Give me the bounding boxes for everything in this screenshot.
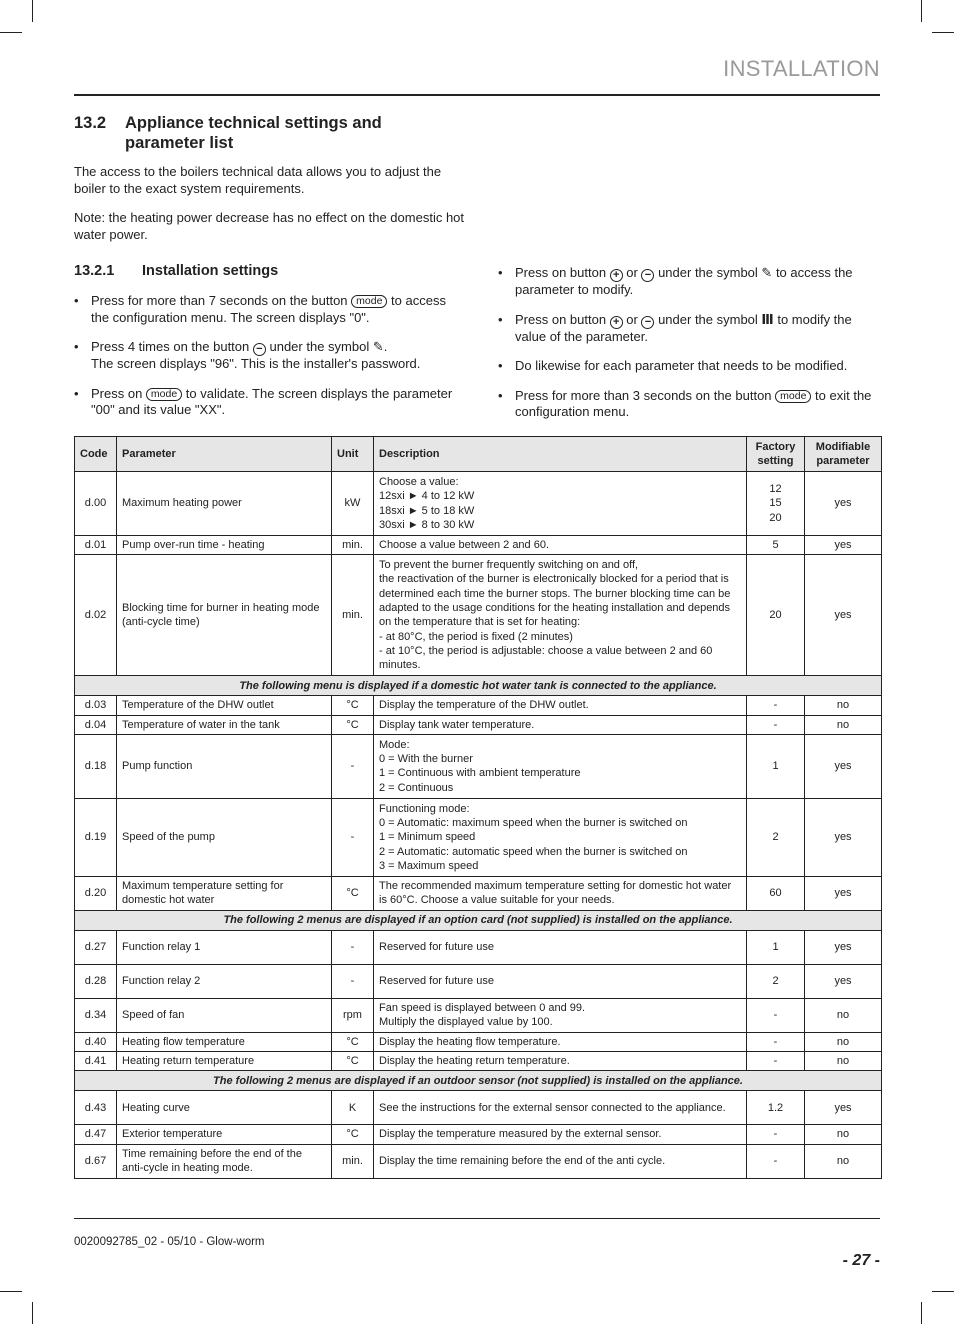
factory-value: - [773, 1128, 778, 1141]
cell-modifiable: yes [805, 1091, 882, 1125]
cell-code: d.04 [75, 715, 117, 734]
cell-factory-setting [747, 930, 805, 964]
description-line: Choose a value between 2 and 60. [379, 539, 550, 551]
cell-parameter: Pump over-run time - heating [117, 536, 332, 555]
cell-description [374, 876, 747, 910]
minus-button-icon: − [641, 316, 654, 329]
description-line: The recommended maximum temperature setting for domestic hot water is 60°C. Choose a value suitable for your needs. [379, 880, 732, 907]
crop-mark [32, 1302, 33, 1324]
cell-parameter: Exterior temperature [117, 1125, 332, 1144]
factory-value: 2 [772, 975, 779, 988]
list-item: • Press on button + or − under the symbol ✎ to access the parameter to modify. [498, 265, 881, 299]
cell-modifiable: no [805, 715, 882, 734]
cell-unit: °C [332, 876, 374, 910]
description-line: Fan speed is displayed between 0 and 99. [379, 1002, 586, 1015]
cell-description [374, 798, 747, 876]
cell-parameter: Blocking time for burner in heating mode (anti-cycle time) [117, 555, 332, 676]
table-row [75, 1125, 882, 1144]
table-row [75, 734, 882, 798]
description-line: See the instructions for the external sensor connected to the appliance. [379, 1101, 726, 1114]
header-unit: Unit [332, 437, 374, 472]
cell-unit: rpm [332, 998, 374, 1032]
cell-factory-setting [747, 734, 805, 798]
list-item: • Press for more than 7 seconds on the button mode to access the configuration menu. The screen displays "0". [74, 293, 454, 326]
cell-modifiable: no [805, 1125, 882, 1144]
cell-unit: °C [332, 1125, 374, 1144]
description-line: - at 80°C, the period is fixed (2 minutes) [379, 630, 573, 643]
description-line: To prevent the burner frequently switching on and off, [379, 559, 639, 572]
cell-factory-setting [747, 798, 805, 876]
steps-left-list [74, 293, 454, 432]
cell-unit: min. [332, 536, 374, 555]
document-reference: 0020092785_02 - 05/10 - Glow-worm [74, 1236, 265, 1248]
cell-factory-setting [747, 1125, 805, 1144]
factory-value: 12 [769, 483, 782, 496]
cell-description [374, 696, 747, 715]
cell-description [374, 930, 747, 964]
cell-factory-setting [747, 1144, 805, 1178]
cell-code: d.41 [75, 1052, 117, 1071]
cell-code: d.28 [75, 964, 117, 998]
description-line: 12sxi ► 4 to 12 kW [379, 490, 475, 503]
table-note-row [75, 910, 882, 930]
table-row [75, 876, 882, 910]
table-body [75, 472, 882, 1179]
description-line: Mode: [379, 738, 410, 751]
factory-value: 1 [772, 760, 779, 773]
cell-code: d.02 [75, 555, 117, 676]
cell-code: d.19 [75, 798, 117, 876]
wrench-icon: ✎ [761, 265, 773, 280]
description-line: 0 = Automatic: maximum speed when the burner is switched on [379, 816, 688, 829]
cell-unit: °C [332, 696, 374, 715]
description-line: Reserved for future use [379, 975, 494, 988]
cell-unit: min. [332, 555, 374, 676]
cell-parameter: Heating flow temperature [117, 1032, 332, 1051]
cell-description [374, 1144, 747, 1178]
cell-description [374, 1125, 747, 1144]
cell-factory-setting [747, 696, 805, 715]
description-line: 1 = Minimum speed [379, 831, 476, 844]
header-description: Description [374, 437, 747, 472]
cell-unit: - [332, 930, 374, 964]
crop-mark [0, 1291, 22, 1292]
cell-parameter: Speed of the pump [117, 798, 332, 876]
description-line: 30sxi ► 8 to 30 kW [379, 518, 475, 531]
mode-button-icon: mode [351, 295, 387, 308]
crop-mark [32, 0, 33, 22]
table-row [75, 555, 882, 676]
cell-code: d.20 [75, 876, 117, 910]
description-line: Display tank water temperature. [379, 718, 535, 731]
radiator-icon: Ⅲ [761, 311, 774, 327]
cell-factory-setting [747, 472, 805, 536]
description-line: 0 = With the burner [379, 753, 473, 766]
cell-parameter: Speed of fan [117, 998, 332, 1032]
cell-description [374, 1052, 747, 1071]
table-row [75, 1091, 882, 1125]
subsection-title: Installation settings [142, 263, 279, 279]
cell-description [374, 734, 747, 798]
cell-modifiable: no [805, 696, 882, 715]
cell-description [374, 555, 747, 676]
cell-description [374, 964, 747, 998]
factory-value: 15 [769, 497, 782, 510]
cell-factory-setting [747, 1091, 805, 1125]
table-header-row [75, 437, 882, 472]
factory-value: 60 [769, 887, 782, 900]
cell-description [374, 1032, 747, 1051]
cell-code: d.18 [75, 734, 117, 798]
factory-value: - [773, 718, 778, 731]
cell-parameter: Heating curve [117, 1091, 332, 1125]
crop-mark [921, 1302, 922, 1324]
cell-modifiable: yes [805, 876, 882, 910]
cell-unit: °C [332, 1032, 374, 1051]
cell-factory-setting [747, 555, 805, 676]
factory-value: 2 [772, 831, 779, 844]
cell-factory-setting [747, 715, 805, 734]
cell-modifiable: yes [805, 555, 882, 676]
cell-code: d.00 [75, 472, 117, 536]
cell-code: d.01 [75, 536, 117, 555]
cell-description [374, 1091, 747, 1125]
table-row [75, 715, 882, 734]
section-number: 13.2 [74, 114, 107, 132]
cell-parameter: Function relay 1 [117, 930, 332, 964]
list-item: • Press 4 times on the button − under the symbol ✎. The screen displays "96". This is the installer's password. [74, 339, 454, 373]
mode-button-icon: mode [775, 390, 811, 403]
factory-value: - [773, 699, 778, 712]
cell-parameter: Time remaining before the end of the anti-cycle in heating mode. [117, 1144, 332, 1178]
section-title: Appliance technical settings and parameter list [125, 114, 382, 152]
cell-modifiable: yes [805, 472, 882, 536]
table-note: The following 2 menus are displayed if an option card (not supplied) is installed on the appliance. [75, 910, 882, 930]
cell-factory-setting [747, 998, 805, 1032]
intro-paragraph: The access to the boilers technical data allows you to adjust the boiler to the exact system requirements. [74, 164, 442, 196]
cell-parameter: Temperature of the DHW outlet [117, 696, 332, 715]
header-code: Code [75, 437, 117, 472]
cell-modifiable: no [805, 1144, 882, 1178]
crop-mark [932, 32, 954, 33]
description-line: Display the time remaining before the end of the anti cycle. [379, 1155, 666, 1168]
cell-parameter: Temperature of water in the tank [117, 715, 332, 734]
factory-value: - [773, 1009, 778, 1022]
crop-mark [932, 1291, 954, 1292]
note-paragraph: Note: the heating power decrease has no effect on the domestic hot water power. [74, 210, 465, 242]
header-factory-setting: Factory setting [747, 437, 805, 472]
minus-button-icon: − [641, 269, 654, 282]
cell-unit: - [332, 798, 374, 876]
cell-factory-setting [747, 536, 805, 555]
description-line: 2 = Continuous [379, 781, 454, 794]
factory-value: 20 [769, 609, 782, 622]
crop-mark [921, 0, 922, 22]
cell-modifiable: yes [805, 930, 882, 964]
table-row [75, 1032, 882, 1051]
parameter-table [74, 436, 882, 1179]
description-line: Display the heating return temperature. [379, 1055, 570, 1068]
factory-value: 1 [772, 941, 779, 954]
cell-code: d.43 [75, 1091, 117, 1125]
minus-button-icon: − [253, 343, 266, 356]
list-item: • Press on mode to validate. The screen displays the parameter "00" and its value "XX". [74, 386, 454, 419]
description-line: Display the heating flow temperature. [379, 1035, 561, 1048]
cell-modifiable: no [805, 1052, 882, 1071]
cell-unit: °C [332, 715, 374, 734]
header-modifiable: Modifiable parameter [805, 437, 882, 472]
cell-modifiable: yes [805, 536, 882, 555]
cell-parameter: Pump function [117, 734, 332, 798]
description-line: Display the temperature measured by the external sensor. [379, 1128, 662, 1141]
cell-parameter: Maximum heating power [117, 472, 332, 536]
cell-description [374, 998, 747, 1032]
cell-modifiable: no [805, 1032, 882, 1051]
cell-description [374, 472, 747, 536]
page-section-title: INSTALLATION [723, 56, 880, 81]
table-row [75, 798, 882, 876]
cell-parameter: Function relay 2 [117, 964, 332, 998]
subsection-number: 13.2.1 [74, 263, 115, 279]
description-line: - at 10°C, the period is adjustable: choose a value between 2 and 60 minutes. [379, 644, 713, 672]
table-row [75, 998, 882, 1032]
cell-unit: K [332, 1091, 374, 1125]
footer-divider [74, 1218, 880, 1219]
table-row [75, 930, 882, 964]
table-row [75, 472, 882, 536]
description-line: 3 = Maximum speed [379, 859, 479, 872]
cell-factory-setting [747, 876, 805, 910]
factory-value: 5 [772, 539, 779, 551]
cell-code: d.03 [75, 696, 117, 715]
crop-mark [0, 32, 22, 33]
cell-unit: min. [332, 1144, 374, 1178]
description-line: Functioning mode: [379, 802, 470, 815]
cell-factory-setting [747, 1052, 805, 1071]
header-divider [74, 94, 880, 96]
plus-button-icon: + [610, 316, 623, 329]
table-note-row [75, 1071, 882, 1091]
cell-factory-setting [747, 1032, 805, 1051]
list-item: • Press for more than 3 seconds on the button mode to exit the configuration menu. [498, 388, 881, 421]
cell-code: d.27 [75, 930, 117, 964]
factory-value: - [773, 1035, 778, 1048]
table-note: The following 2 menus are displayed if an outdoor sensor (not supplied) is installed on the appliance. [75, 1071, 882, 1091]
cell-code: d.67 [75, 1144, 117, 1178]
table-row [75, 536, 882, 555]
cell-code: d.40 [75, 1032, 117, 1051]
table-row [75, 964, 882, 998]
cell-factory-setting [747, 964, 805, 998]
wrench-icon: ✎ [372, 339, 384, 354]
description-line: 1 = Continuous with ambient temperature [379, 767, 581, 780]
cell-unit: °C [332, 1052, 374, 1071]
list-item: • Press on button + or − under the symbol Ⅲ to modify the value of the parameter. [498, 312, 881, 346]
plus-button-icon: + [610, 269, 623, 282]
cell-code: d.34 [75, 998, 117, 1032]
cell-code: d.47 [75, 1125, 117, 1144]
table-row [75, 1144, 882, 1178]
description-line: 18sxi ► 5 to 18 kW [379, 504, 475, 517]
cell-modifiable: yes [805, 798, 882, 876]
table-row [75, 1052, 882, 1071]
description-line: Reserved for future use [379, 941, 494, 954]
mode-button-icon: mode [146, 388, 182, 401]
cell-parameter: Heating return temperature [117, 1052, 332, 1071]
table-row [75, 696, 882, 715]
cell-modifiable: yes [805, 734, 882, 798]
cell-parameter: Maximum temperature setting for domestic hot water [117, 876, 332, 910]
cell-unit: - [332, 964, 374, 998]
table-note: The following menu is displayed if a domestic hot water tank is connected to the appliance. [75, 676, 882, 696]
cell-unit: - [332, 734, 374, 798]
page-number: - 27 - [842, 1252, 880, 1269]
cell-description [374, 536, 747, 555]
header-parameter: Parameter [117, 437, 332, 472]
description-line: Choose a value: [379, 475, 459, 488]
description-line: 2 = Automatic: automatic speed when the burner is switched on [379, 845, 688, 858]
description-line: the reactivation of the burner is electronically blocked for a period that is determined each time the burner stops. The burner blocking time can be adapted to the usage conditions for the heating installation and depends on the temperature that is set for heating: [379, 573, 731, 629]
description-line: Display the temperature of the DHW outlet. [379, 699, 589, 712]
list-item: • Do likewise for each parameter that needs to be modified. [498, 358, 881, 375]
table-note-row [75, 676, 882, 696]
cell-modifiable: no [805, 998, 882, 1032]
steps-right-list [498, 265, 881, 434]
factory-value: - [773, 1055, 778, 1068]
factory-value: 20 [769, 511, 782, 524]
cell-description [374, 715, 747, 734]
cell-modifiable: yes [805, 964, 882, 998]
cell-unit: kW [332, 472, 374, 536]
description-line: Multiply the displayed value by 100. [379, 1016, 553, 1029]
factory-value: 1.2 [767, 1101, 784, 1114]
factory-value: - [773, 1155, 778, 1168]
